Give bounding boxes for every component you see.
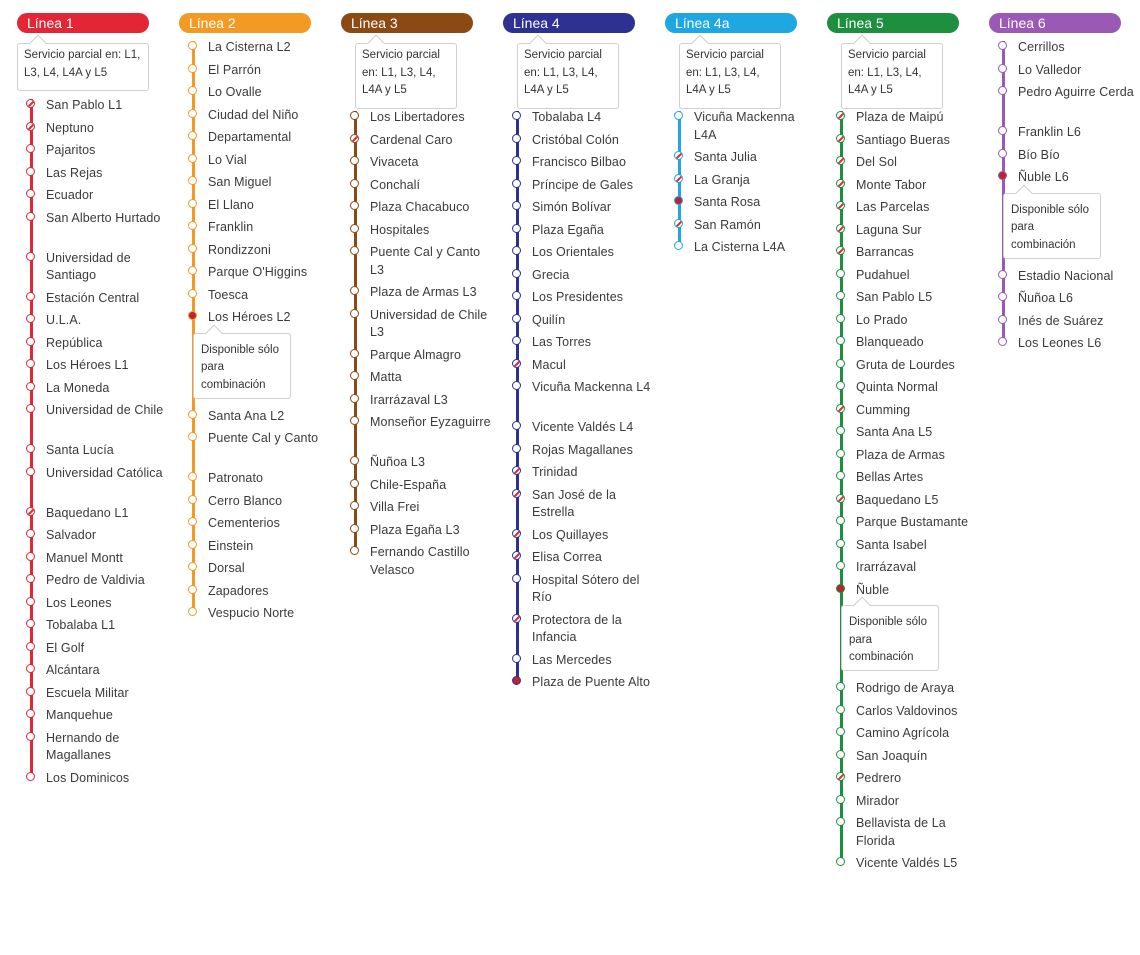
closed-station-icon — [512, 614, 521, 623]
station-name: Manuel Montt — [46, 550, 123, 565]
open-station-icon — [350, 416, 359, 425]
station-name: U.L.A. — [46, 313, 82, 327]
open-station-icon — [350, 111, 359, 120]
station-name: Pudahuel — [856, 267, 910, 282]
open-station-icon — [836, 269, 845, 278]
open-station-icon — [350, 246, 359, 255]
station-name: Irarrázaval L3 — [370, 392, 448, 407]
station-name: Carlos Valdovinos — [856, 703, 958, 718]
station-name: Elisa Correa — [532, 550, 602, 564]
station-name: Vicente Valdés L5 — [856, 856, 958, 870]
closed-station-icon — [836, 404, 845, 413]
open-station-icon — [188, 221, 197, 230]
open-station-icon — [512, 134, 521, 143]
open-station-icon — [350, 479, 359, 488]
station-name: Fernando Castillo Velasco — [370, 545, 470, 577]
open-station-icon — [26, 444, 35, 453]
open-station-icon — [836, 381, 845, 390]
station-name: Las Torres — [532, 335, 592, 349]
station-name: Matta — [370, 370, 402, 384]
closed-station-icon — [674, 151, 683, 160]
open-station-icon — [26, 212, 35, 221]
station-name: Baquedano L1 — [46, 505, 129, 520]
open-station-icon — [26, 404, 35, 413]
open-station-icon — [998, 149, 1007, 158]
open-station-icon — [188, 472, 197, 481]
open-station-icon — [350, 156, 359, 165]
open-station-icon — [836, 516, 845, 525]
station-name: Ñuñoa L3 — [370, 455, 426, 469]
line-track — [30, 99, 33, 775]
station-name: Gruta de Lourdes — [856, 357, 955, 372]
station-name: Baquedano L5 — [856, 492, 939, 507]
open-station-icon — [350, 224, 359, 233]
open-station-icon — [998, 86, 1007, 95]
open-station-icon — [512, 421, 521, 430]
station-name: San Pablo L5 — [856, 290, 933, 304]
closed-station-icon — [836, 772, 845, 781]
station-name: Lo Valledor — [1018, 62, 1082, 77]
station-name: Blanqueado — [856, 335, 924, 349]
station-name: Cerrillos — [1018, 40, 1065, 54]
open-station-icon — [188, 432, 197, 441]
station-name: Santiago Bueras — [856, 132, 950, 147]
station-name: Bellas Artes — [856, 470, 924, 484]
station-name: El Golf — [46, 640, 85, 655]
station-name: Los Héroes L1 — [46, 358, 129, 372]
station-name: Los Presidentes — [532, 290, 624, 304]
open-station-icon — [26, 359, 35, 368]
combination-only-note: Disponible sólo para combinación — [841, 605, 939, 671]
station-name: Departamental — [208, 130, 292, 144]
open-station-icon — [26, 529, 35, 538]
station-name: Santa Lucía — [46, 443, 114, 457]
station-name: San Joaquín — [856, 748, 928, 763]
open-station-icon — [26, 167, 35, 176]
open-station-icon — [998, 64, 1007, 73]
station-name: Patronato — [208, 471, 264, 485]
open-station-icon — [836, 561, 845, 570]
open-station-icon — [26, 189, 35, 198]
station-name: Vespucio Norte — [208, 606, 295, 620]
closed-station-icon — [674, 219, 683, 228]
open-station-icon — [998, 126, 1007, 135]
station-name: Universidad Católica — [46, 465, 163, 480]
closed-station-icon — [836, 494, 845, 503]
station-name: Plaza Egaña L3 — [370, 522, 460, 537]
open-station-icon — [998, 337, 1007, 346]
open-station-icon — [836, 750, 845, 759]
filled-station-icon — [512, 676, 521, 685]
station-name: El Parrón — [208, 62, 262, 77]
open-station-icon — [188, 266, 197, 275]
station-name: San Ramón — [694, 217, 761, 232]
closed-station-icon — [26, 122, 35, 131]
station-name: Universidad de Chile L3 — [370, 307, 488, 339]
open-station-icon — [26, 467, 35, 476]
closed-station-icon — [512, 551, 521, 560]
station-name: Rondizzoni — [208, 242, 271, 257]
filled-station-icon — [674, 196, 683, 205]
open-station-icon — [836, 426, 845, 435]
station-name: La Granja — [694, 172, 750, 187]
open-station-icon — [188, 154, 197, 163]
closed-station-icon — [836, 156, 845, 165]
station-name: Ñuble — [856, 582, 890, 597]
open-station-icon — [836, 291, 845, 300]
open-station-icon — [26, 292, 35, 301]
open-station-icon — [512, 291, 521, 300]
station-name: Irarrázaval — [856, 560, 917, 574]
station-name: Camino Agrícola — [856, 726, 950, 740]
station-name: Ñuble L6 — [1018, 170, 1069, 184]
open-station-icon — [512, 224, 521, 233]
open-station-icon — [26, 687, 35, 696]
station-name: Plaza Egaña — [532, 222, 604, 237]
open-station-icon — [26, 337, 35, 346]
combination-only-note: Disponible sólo para combinación — [193, 333, 291, 399]
open-station-icon — [26, 382, 35, 391]
station-name: Grecia — [532, 267, 570, 282]
station-name: Franklin — [208, 220, 254, 234]
station-name: Tobalaba L4 — [532, 110, 602, 124]
station-name: Parque Almagro — [370, 347, 462, 362]
station-name: Ñuñoa L6 — [1018, 291, 1074, 305]
open-station-icon — [26, 314, 35, 323]
station-name: Las Parcelas — [856, 200, 930, 214]
closed-station-icon — [26, 99, 35, 108]
station-name: San Alberto Hurtado — [46, 210, 161, 225]
station-name: Vivaceta — [370, 155, 419, 169]
open-station-icon — [836, 705, 845, 714]
station-name: Los Héroes L2 — [208, 310, 291, 324]
station-name: Hospitales — [370, 222, 430, 237]
station-name: Santa Ana L2 — [208, 408, 285, 423]
closed-station-icon — [836, 201, 845, 210]
station-name: Monseñor Eyzaguirre — [370, 415, 491, 429]
station-name: Estación Central — [46, 290, 140, 305]
partial-service-note: Servicio parcial en: L1, L3, L4, L4A y L5 — [17, 43, 149, 91]
station-name: Escuela Militar — [46, 685, 129, 700]
open-station-icon — [512, 111, 521, 120]
partial-service-note: Servicio parcial en: L1, L3, L4, L4A y L5 — [679, 43, 781, 109]
closed-station-icon — [512, 529, 521, 538]
open-station-icon — [188, 517, 197, 526]
line-header[interactable]: Línea 4a — [665, 13, 797, 33]
open-station-icon — [26, 732, 35, 741]
station-name: Inés de Suárez — [1018, 313, 1104, 328]
open-station-icon — [836, 314, 845, 323]
station-name: Einstein — [208, 538, 254, 553]
station-name: Santa Isabel — [856, 537, 927, 552]
combination-only-note: Disponible sólo para combinación — [1003, 193, 1101, 259]
station-name: Rodrigo de Araya — [856, 681, 955, 695]
open-station-icon — [512, 314, 521, 323]
open-station-icon — [836, 471, 845, 480]
station-name: Francisco Bilbao — [532, 155, 627, 169]
closed-station-icon — [836, 246, 845, 255]
open-station-icon — [836, 727, 845, 736]
open-station-icon — [188, 495, 197, 504]
line-header[interactable]: Línea 6 — [989, 13, 1121, 33]
station-name: Parque O'Higgins — [208, 265, 308, 279]
open-station-icon — [188, 289, 197, 298]
closed-station-icon — [512, 489, 521, 498]
station-name: Santa Julia — [694, 150, 757, 164]
station-name: Pedro de Valdivia — [46, 573, 145, 587]
open-station-icon — [188, 562, 197, 571]
station-name: San José de la Estrella — [532, 487, 617, 519]
station-name: Plaza de Armas — [856, 447, 945, 462]
open-station-icon — [836, 817, 845, 826]
station-name: Salvador — [46, 528, 97, 542]
station-name: Príncipe de Gales — [532, 177, 634, 192]
open-station-icon — [26, 664, 35, 673]
open-station-icon — [512, 444, 521, 453]
station-name: Mirador — [856, 793, 900, 808]
station-name: Plaza de Maipú — [856, 110, 944, 124]
filled-station-icon — [836, 584, 845, 593]
open-station-icon — [350, 394, 359, 403]
station-name: Monte Tabor — [856, 177, 927, 192]
station-name: Hernando de Magallanes — [46, 730, 120, 762]
station-name: Las Mercedes — [532, 652, 612, 667]
open-station-icon — [26, 772, 35, 781]
line-header[interactable]: Línea 4 — [503, 13, 635, 33]
station-name: Los Libertadores — [370, 110, 465, 124]
open-station-icon — [998, 292, 1007, 301]
station-name: Plaza de Puente Alto — [532, 675, 651, 689]
closed-station-icon — [836, 134, 845, 143]
open-station-icon — [512, 654, 521, 663]
open-station-icon — [512, 381, 521, 390]
open-station-icon — [836, 682, 845, 691]
station-name: Vicente Valdés L4 — [532, 420, 634, 434]
station-name: Alcántara — [46, 663, 100, 677]
station-name: Neptuno — [46, 120, 94, 135]
open-station-icon — [512, 574, 521, 583]
open-station-icon — [836, 795, 845, 804]
open-station-icon — [512, 201, 521, 210]
station-name: Cementerios — [208, 516, 280, 530]
open-station-icon — [512, 336, 521, 345]
closed-station-icon — [836, 179, 845, 188]
station-name: El Llano — [208, 197, 254, 212]
station-name: Protectora de la Infancia — [532, 612, 622, 644]
open-station-icon — [26, 144, 35, 153]
open-station-icon — [836, 336, 845, 345]
closed-station-icon — [674, 174, 683, 183]
station-name: Los Leones L6 — [1018, 336, 1102, 350]
station-name: San Pablo L1 — [46, 98, 123, 112]
station-name: Lo Ovalle — [208, 85, 262, 99]
station-name: Cerro Blanco — [208, 493, 283, 508]
station-name: Universidad de Chile — [46, 403, 164, 417]
open-station-icon — [26, 642, 35, 651]
partial-service-note: Servicio parcial en: L1, L3, L4, L4A y L5 — [355, 43, 457, 109]
partial-service-note: Servicio parcial en: L1, L3, L4, L4A y L5 — [841, 43, 943, 109]
station-name: Del Sol — [856, 155, 897, 169]
open-station-icon — [188, 41, 197, 50]
station-name: Rojas Magallanes — [532, 442, 633, 457]
station-name: Franklin L6 — [1018, 125, 1081, 139]
open-station-icon — [188, 410, 197, 419]
line-header[interactable]: Línea 1 — [17, 13, 149, 33]
open-station-icon — [26, 574, 35, 583]
line-header[interactable]: Línea 2 — [179, 13, 311, 33]
filled-station-icon — [998, 171, 1007, 180]
open-station-icon — [350, 501, 359, 510]
station-name: Pedrero — [856, 771, 902, 785]
station-name: Santa Ana L5 — [856, 425, 933, 439]
open-station-icon — [836, 857, 845, 866]
station-name: Los Quillayes — [532, 527, 609, 542]
station-name: Cardenal Caro — [370, 132, 453, 147]
station-name: República — [46, 335, 103, 350]
station-name: Bío Bío — [1018, 147, 1060, 162]
station-name: Universidad de Santiago — [46, 250, 131, 282]
station-name: Las Rejas — [46, 165, 103, 180]
station-name: La Cisterna L2 — [208, 40, 291, 54]
open-station-icon — [350, 524, 359, 533]
station-name: Villa Frei — [370, 500, 420, 514]
station-name: Simón Bolívar — [532, 200, 612, 214]
open-station-icon — [350, 201, 359, 210]
line-header[interactable]: Línea 3 — [341, 13, 473, 33]
station-name: Plaza de Armas L3 — [370, 285, 477, 299]
station-name: Conchalí — [370, 177, 421, 192]
open-station-icon — [836, 359, 845, 368]
station-name: Macul — [532, 357, 566, 372]
station-name: Chile-España — [370, 477, 447, 492]
open-station-icon — [350, 349, 359, 358]
station-name: Trinidad — [532, 465, 578, 479]
open-station-icon — [188, 585, 197, 594]
station-name: Vicuña Mackenna L4 — [532, 380, 651, 394]
open-station-icon — [836, 539, 845, 548]
open-station-icon — [998, 270, 1007, 279]
station-name: Tobalaba L1 — [46, 618, 116, 632]
open-station-icon — [188, 176, 197, 185]
open-station-icon — [674, 111, 683, 120]
open-station-icon — [998, 41, 1007, 50]
station-name: Quilín — [532, 312, 566, 327]
station-name: Puente Cal y Canto — [208, 431, 319, 445]
open-station-icon — [512, 246, 521, 255]
station-name: Lo Vial — [208, 152, 247, 167]
station-name: Toesca — [208, 287, 249, 302]
open-station-icon — [350, 456, 359, 465]
station-name: Puente Cal y Canto L3 — [370, 245, 481, 277]
station-name: Hospital Sótero del Río — [532, 572, 640, 604]
station-name: Lo Prado — [856, 312, 908, 327]
station-name: La Moneda — [46, 380, 110, 395]
station-name: Barrancas — [856, 245, 914, 259]
station-name: Los Dominicos — [46, 770, 130, 785]
partial-service-note: Servicio parcial en: L1, L3, L4, L4A y L5 — [517, 43, 619, 109]
station-name: Plaza Chacabuco — [370, 200, 470, 214]
station-name: Los Leones — [46, 595, 112, 610]
open-station-icon — [188, 109, 197, 118]
station-name: Zapadores — [208, 583, 269, 598]
open-station-icon — [350, 179, 359, 188]
station-name: La Cisterna L4A — [694, 240, 786, 254]
closed-station-icon — [512, 359, 521, 368]
filled-station-icon — [188, 311, 197, 320]
station-name: Estadio Nacional — [1018, 268, 1114, 283]
station-name: Dorsal — [208, 561, 245, 575]
station-name: Los Orientales — [532, 245, 614, 259]
open-station-icon — [836, 449, 845, 458]
station-name: Ecuador — [46, 188, 94, 202]
closed-station-icon — [350, 134, 359, 143]
open-station-icon — [188, 199, 197, 208]
station-name: Pajaritos — [46, 143, 96, 157]
open-station-icon — [350, 546, 359, 555]
station-name: San Miguel — [208, 175, 272, 189]
open-station-icon — [350, 371, 359, 380]
open-station-icon — [26, 552, 35, 561]
station-name: Ciudad del Niño — [208, 107, 299, 122]
open-station-icon — [998, 315, 1007, 324]
open-station-icon — [188, 607, 197, 616]
station-name: Parque Bustamante — [856, 515, 969, 529]
closed-station-icon — [836, 224, 845, 233]
station-name: Cristóbal Colón — [532, 132, 619, 147]
closed-station-icon — [836, 111, 845, 120]
station-name: Vicuña Mackenna L4A — [694, 110, 795, 142]
open-station-icon — [350, 309, 359, 318]
station-name: Santa Rosa — [694, 195, 761, 209]
open-station-icon — [26, 252, 35, 261]
open-station-icon — [350, 286, 359, 295]
station-name: Manquehue — [46, 708, 113, 722]
open-station-icon — [26, 597, 35, 606]
open-station-icon — [188, 131, 197, 140]
open-station-icon — [188, 540, 197, 549]
line-header[interactable]: Línea 5 — [827, 13, 959, 33]
station-name: Pedro Aguirre Cerda — [1018, 85, 1134, 99]
open-station-icon — [26, 709, 35, 718]
closed-station-icon — [26, 507, 35, 516]
open-station-icon — [512, 179, 521, 188]
open-station-icon — [188, 244, 197, 253]
open-station-icon — [188, 64, 197, 73]
line-track — [516, 111, 519, 679]
open-station-icon — [26, 619, 35, 628]
station-name: Cumming — [856, 402, 911, 417]
open-station-icon — [512, 269, 521, 278]
station-name: Bellavista de La Florida — [856, 816, 946, 848]
open-station-icon — [512, 156, 521, 165]
station-name: Laguna Sur — [856, 222, 922, 237]
open-station-icon — [188, 86, 197, 95]
station-name: Quinta Normal — [856, 380, 938, 394]
closed-station-icon — [512, 466, 521, 475]
open-station-icon — [674, 241, 683, 250]
